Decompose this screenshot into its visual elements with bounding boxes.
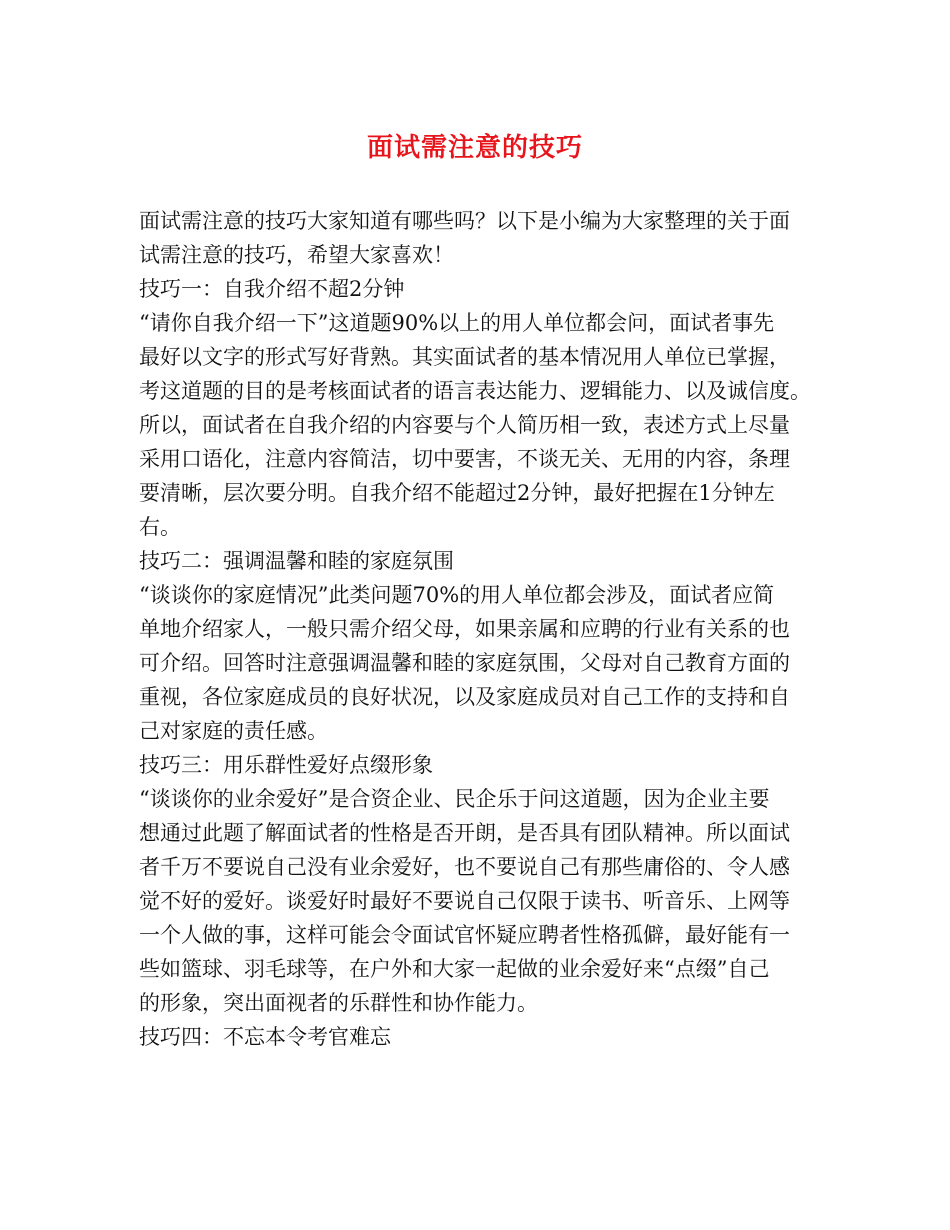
section-heading: 技巧四：不忘本令考官难忘: [139, 1025, 391, 1049]
text-line: 可介绍。回答时注意强调温馨和睦的家庭氛围，父母对自己教育方面的: [139, 651, 790, 675]
text-line: 觉不好的爱好。谈爱好时最好不要说自己仅限于读书、听音乐、上网等: [139, 889, 790, 913]
text-line: 采用口语化，注意内容简洁，切中要害，不谈无关、无用的内容，条理: [139, 447, 790, 471]
section-heading: 技巧一：自我介绍不超2分钟: [139, 277, 405, 301]
text-line: 面试需注意的技巧大家知道有哪些吗？以下是小编为大家整理的关于面: [139, 209, 790, 233]
text-line: 所以，面试者在自我介绍的内容要与个人简历相一致，表述方式上尽量: [139, 413, 790, 437]
text-line: “谈谈你的业余爱好”是合资企业、民企乐于问这道题，因为企业主要: [139, 787, 770, 811]
text-line: 些如篮球、羽毛球等，在户外和大家一起做的业余爱好来“点缀”自己: [139, 957, 770, 981]
text-line: 己对家庭的责任感。: [139, 719, 328, 743]
section-heading: 技巧二：强调温馨和睦的家庭氛围: [139, 549, 454, 573]
document-title: 面试需注意的技巧: [366, 133, 583, 163]
text-line: “请你自我介绍一下”这道题90%以上的用人单位都会问，面试者事先: [139, 311, 775, 335]
text-line: “谈谈你的家庭情况”此类问题70%的用人单位都会涉及，面试者应简: [139, 583, 775, 607]
text-line: 者千万不要说自己没有业余爱好，也不要说自己有那些庸俗的、令人感: [139, 855, 790, 879]
text-line: 的形象，突出面视者的乐群性和协作能力。: [139, 991, 538, 1015]
text-line: 单地介绍家人，一般只需介绍父母，如果亲属和应聘的行业有关系的也: [139, 617, 790, 641]
text-line: 想通过此题了解面试者的性格是否开朗，是否具有团队精神。所以面试: [139, 821, 790, 845]
text-line: 最好以文字的形式写好背熟。其实面试者的基本情况用人单位已掌握，: [139, 345, 790, 369]
text-line: 要清晰，层次要分明。自我介绍不能超过2分钟，最好把握在1分钟左: [139, 481, 775, 505]
section-heading: 技巧三：用乐群性爱好点缀形象: [139, 753, 433, 777]
text-line: 试需注意的技巧，希望大家喜欢！: [139, 243, 454, 267]
document-body: [139, 204, 839, 1054]
text-line: 一个人做的事，这样可能会令面试官怀疑应聘者性格孤僻，最好能有一: [139, 923, 790, 947]
text-line: 右。: [139, 515, 181, 539]
text-line: 重视，各位家庭成员的良好状况，以及家庭成员对自己工作的支持和自: [139, 685, 790, 709]
text-line: 考这道题的目的是考核面试者的语言表达能力、逻辑能力、以及诚信度。: [139, 379, 811, 403]
